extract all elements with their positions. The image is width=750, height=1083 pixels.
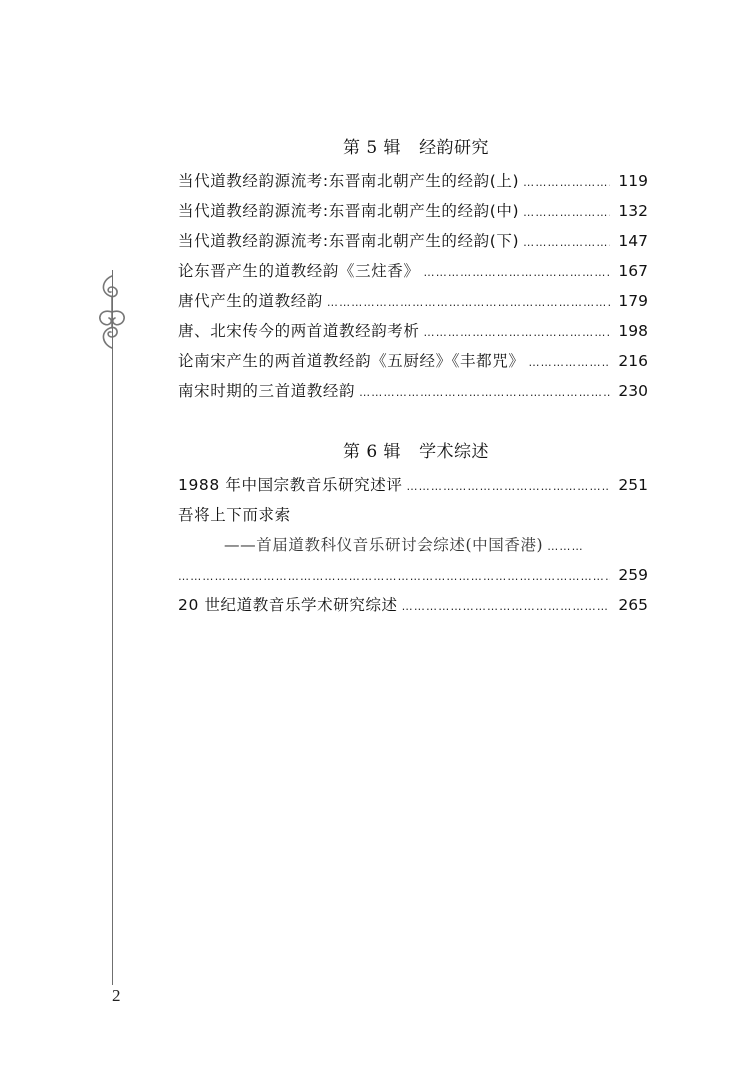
entry-title: 当代道教经韵源流考:东晋南北朝产生的经韵(上) [178,172,520,190]
entry-title: 吾将上下而求索 [178,506,291,524]
entry-title: 1988 年中国宗教音乐研究述评 [178,476,403,494]
dot-leader [523,228,610,258]
dot-leader [424,318,610,348]
toc-entry[interactable] [178,196,648,226]
toc-entry-continuation[interactable] [178,560,648,590]
entry-title: 唐、北宋传今的两首道教经韵考析 [178,322,420,340]
section-heading [178,130,648,166]
toc-entry[interactable] [178,590,648,620]
entry-title: 20 世纪道教音乐学术研究综述 [178,596,398,614]
toc-entry[interactable] [178,500,648,530]
dot-leader [523,198,610,228]
dot-leader [406,472,610,502]
entry-page: 147 [618,232,648,250]
toc-section-5 [178,130,648,406]
toc-entry[interactable] [178,376,648,406]
toc-entry[interactable] [178,316,648,346]
dot-leader [547,532,583,562]
section-name: 学术综述 [419,442,490,462]
toc-entry[interactable] [178,470,648,500]
table-of-contents [178,130,648,648]
toc-entry[interactable] [178,286,648,316]
section-number: 第 5 辑 [342,138,402,158]
toc-entry[interactable] [178,256,648,286]
dot-leader [178,562,610,592]
vertical-margin-rule [112,270,113,985]
entry-title: 论东晋产生的道教经韵《三炷香》 [178,262,420,280]
entry-title: 当代道教经韵源流考:东晋南北朝产生的经韵(中) [178,202,520,220]
dot-leader [327,288,610,318]
entry-title: 唐代产生的道教经韵 [178,292,323,310]
entry-subtitle: ——首届道教科仪音乐研讨会综述(中国香港) [224,536,544,554]
toc-entry[interactable] [178,226,648,256]
entry-page: 167 [618,262,648,280]
entry-page: 179 [618,292,648,310]
entry-page: 230 [618,382,648,400]
entry-page: 265 [618,596,648,614]
toc-entry-subtitle[interactable] [178,530,648,560]
dot-leader [523,168,610,198]
toc-entry[interactable] [178,346,648,376]
dot-leader [424,258,610,288]
entry-page: 259 [618,566,648,584]
page-number: 2 [112,986,121,1005]
dot-leader [528,348,610,378]
entry-title: 论南宋产生的两首道教经韵《五厨经》《丰都咒》 [178,352,525,370]
toc-entry[interactable] [178,166,648,196]
entry-page: 119 [618,172,648,190]
entry-page: 132 [618,202,648,220]
section-name: 经韵研究 [419,138,490,158]
entry-title: 当代道教经韵源流考:东晋南北朝产生的经韵(下) [178,232,520,250]
entry-page: 216 [618,352,648,370]
section-number: 第 6 辑 [342,442,402,462]
entry-page: 198 [618,322,648,340]
dot-leader [402,592,610,622]
toc-section-6 [178,434,648,620]
section-heading [178,434,648,470]
entry-title: 南宋时期的三首道教经韵 [178,382,356,400]
dot-leader [359,378,610,408]
entry-page: 251 [618,476,648,494]
